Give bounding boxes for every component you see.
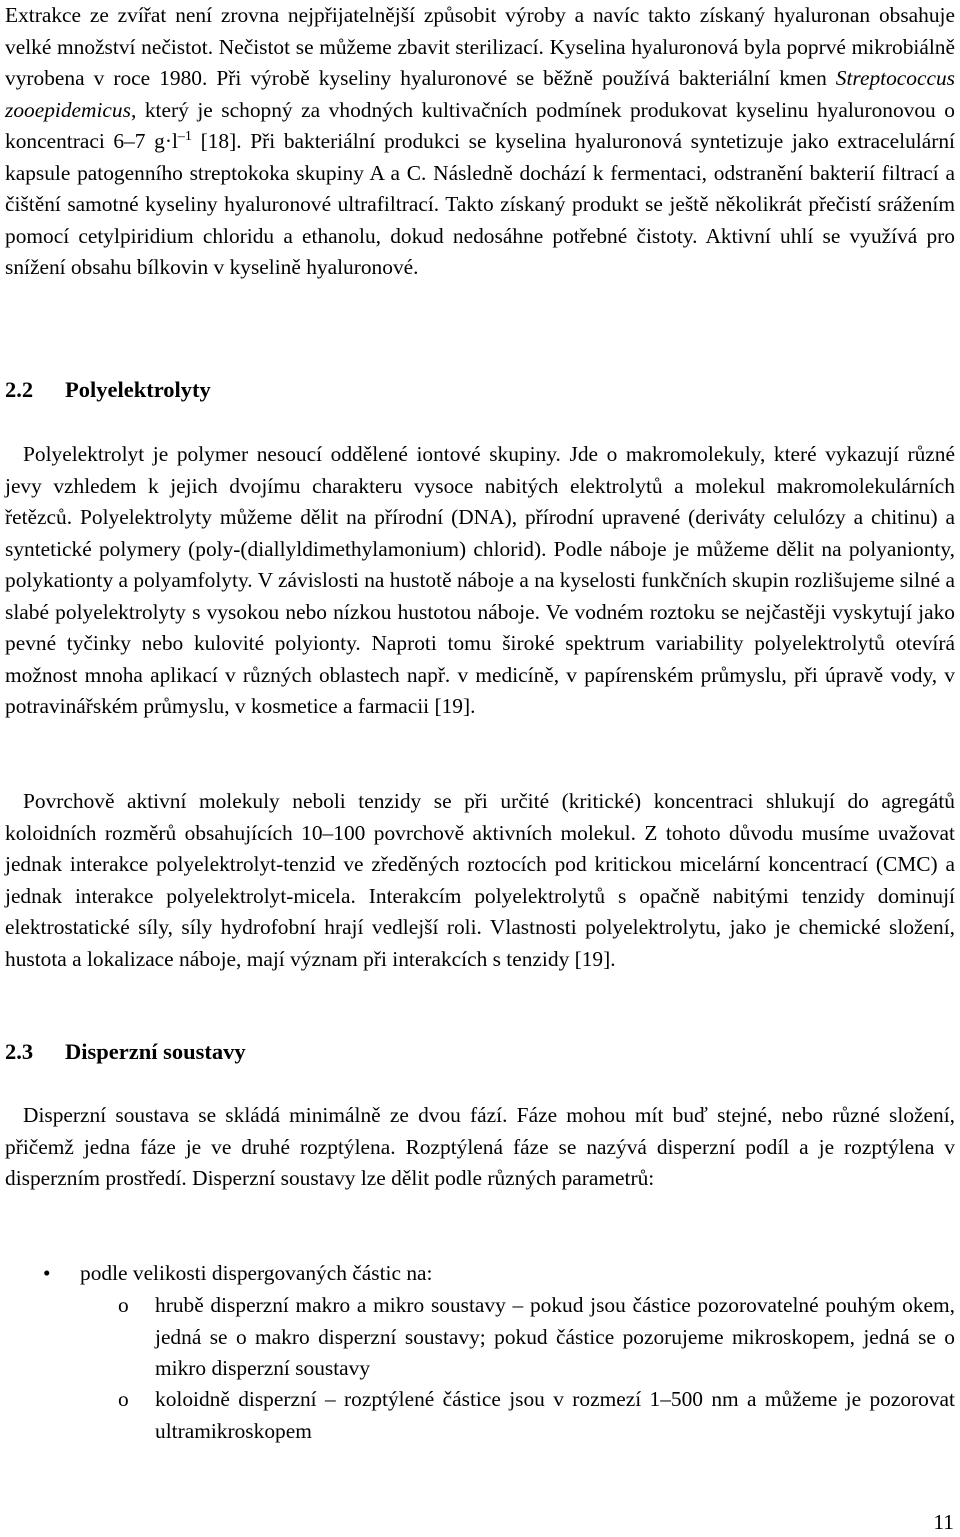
bullet-icon: • xyxy=(43,1261,51,1285)
circle-bullet-icon: o xyxy=(118,1293,129,1317)
paragraph-text: , který je schopný za vhodných kultivačních podmínek produkovat kyselinu hyaluronovou o koncentraci 6–7 g·l xyxy=(5,97,955,153)
section-heading-polyelektrolyty xyxy=(5,375,211,405)
page-number: 11 xyxy=(933,1510,954,1534)
section-number: 2.2 xyxy=(5,377,34,402)
species-name: Streptococcus zooepidemicus xyxy=(5,66,955,122)
paragraph-text: [18]. Při bakteriální produkci se kyselina hyaluronová syntetizuje jako extracelulární kapsule patogenního streptokoka skupiny A a C. Následně dochází k fermentaci, odstranění bakterií filtrací a čištění samotné kyseliny hyaluronové ultrafiltrací. Takto získaný produkt se ještě několikrát přečistí srážením pomocí cetylpiridium chloridu a ethanolu, dokud nedosáhne potřebné čistoty. Aktivní uhlí se využívá pro snížení obsahu bílkovin v kyselině hyaluronové. xyxy=(5,129,955,279)
section-title: Polyelektrolyty xyxy=(65,377,211,402)
paragraph-disperse-systems: Disperzní soustava se skládá minimálně ze dvou fází. Fáze mohou mít buď stejné, nebo různé složení, přičemž jedna fáze je ve druhé rozptýlena. Rozptýlená fáze se nazývá disperzní podíl a je rozptýlena v disperzním prostředí. Disperzní soustavy lze dělit podle různých parametrů: xyxy=(5,1103,955,1190)
paragraph-text: Extrakce ze zvířat není zrovna nejpřijatelnější způsobit výroby a navíc takto získaný hyaluronan obsahuje velké množství nečistot. Nečistot se můžeme zbavit sterilizací. Kyselina hyaluronová byla poprvé mikrobiálně vyrobena v roce 1980. Při výrobě kyseliny hyaluronové se běžně používá bakteriální kmen xyxy=(5,3,955,90)
section-title: Disperzní soustavy xyxy=(65,1039,246,1064)
list-item-text: podle velikosti dispergovaných částic na: xyxy=(80,1261,433,1285)
sub-list-item-text: koloidně disperzní – rozptýlené částice jsou v rozmezí 1–500 nm a můžeme je pozorovat ultramikroskopem xyxy=(155,1387,955,1443)
section-number: 2.3 xyxy=(5,1039,34,1064)
paragraph-hyaluronan-production xyxy=(5,0,955,284)
paragraph-polyelectrolyte-definition: Polyelektrolyt je polymer nesoucí oddělené iontové skupiny. Jde o makromolekuly, které vykazují různé jevy vzhledem k jejich dvojímu charakteru vysoce nabitých elektrolytů a molekul makromolekulárních řetězců. Polyelektrolyty můžeme dělit na přírodní (DNA), přírodní upravené (deriváty celulózy a chitinu) a syntetické polymery (poly-(diallyldimethylamonium) chlorid). Podle náboje je můžeme dělit na polyanionty, polykationty a polyamfolyty. V závislosti na hustotě náboje a na kyselosti funkčních skupin rozlišujeme silné a slabé polyelektrolyty s vysokou nebo nízkou hustotou náboje. Ve vodném roztoku se nejčastěji vyskytují jako pevné tyčinky nebo kulovité polyionty. Naproti tomu široké spektrum variability polyelektrolytů otevírá možnost mnoha aplikací v různých oblastech např. v medicíně, v papírenském průmyslu, při úpravě vody, v potravinářském průmyslu, v kosmetice a farmacii [19]. xyxy=(5,442,955,718)
section-heading-disperzni-soustavy xyxy=(5,1037,246,1067)
sub-list-item-text: hrubě disperzní makro a mikro soustavy – pokud jsou částice pozorovatelné pouhým okem, jedná se o makro disperzní soustavy; pokud částice pozorujeme mikroskopem, jedná se o mikro disperzní soustavy xyxy=(155,1293,955,1380)
exponent: –1 xyxy=(177,129,192,144)
paragraph-surfactants: Povrchově aktivní molekuly neboli tenzidy se při určité (kritické) koncentraci shlukují do agregátů koloidních rozměrů obsahujících 10–100 povrchově aktivních molekul. Z tohoto důvodu musíme uvažovat jednak interakce polyelektrolyt-tenzid ve zředěných roztocích pod kritickou micelární koncentrací (CMC) a jednak interakce polyelektrolyt-micela. Interakcím polyelektrolytů s opačně nabitými tenzidy dominují elektrostatické síly, síly hydrofobní hrají vedlejší roli. Vlastnosti polyelektrolytu, jako je chemické složení, hustota a lokalizace náboje, mají význam při interakcích s tenzidy [19]. xyxy=(5,789,955,971)
circle-bullet-icon: o xyxy=(118,1387,129,1411)
